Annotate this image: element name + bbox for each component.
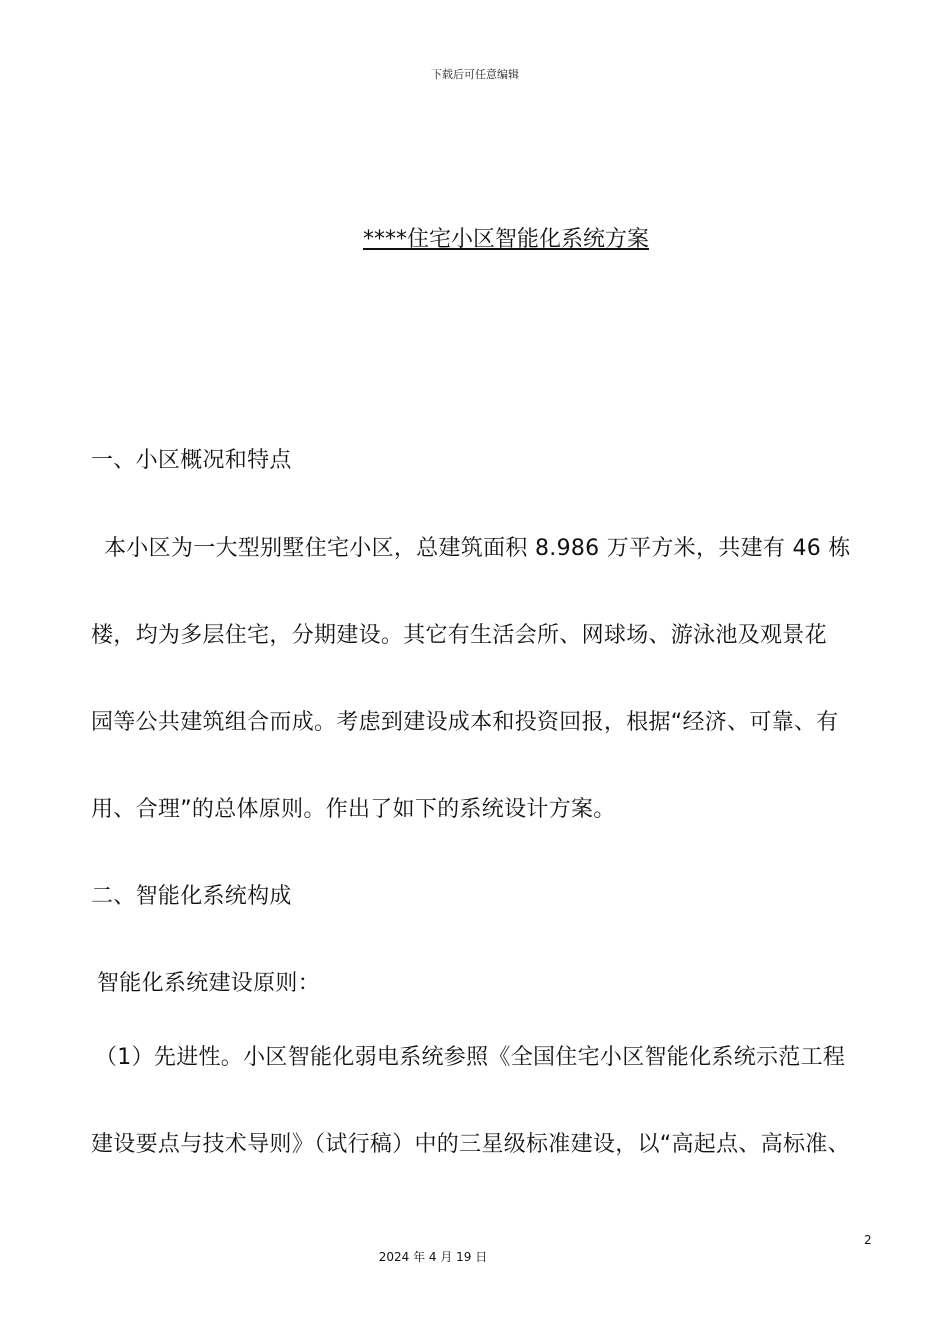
page-number: 2: [864, 1233, 872, 1247]
document-title: ****住宅小区智能化系统方案: [362, 227, 649, 252]
section-heading-overview: 一、小区概况和特点: [91, 448, 292, 473]
paragraph-line: （1）先进性。小区智能化弱电系统参照《全国住宅小区智能化系统示范工程: [95, 1045, 846, 1070]
section-heading-system: 二、智能化系统构成: [91, 884, 292, 909]
paragraph-line: 园等公共建筑组合而成。考虑到建设成本和投资回报，根据“经济、可靠、有: [91, 710, 839, 735]
page-header-note: 下载后可任意编辑: [431, 68, 519, 81]
paragraph-line: 楼，均为多层住宅，分期建设。其它有生活会所、网球场、游泳池及观景花: [91, 623, 827, 648]
paragraph-line: 建设要点与技术导则》（试行稿）中的三星级标准建设，以“高起点、高标准、: [91, 1132, 850, 1157]
paragraph-line: 用、合理”的总体原则。作出了如下的系统设计方案。: [91, 797, 616, 822]
footer-date: 2024 年 4 月 19 日: [378, 1250, 488, 1264]
paragraph-line: 本小区为一大型别墅住宅小区，总建筑面积 8.986 万平方米，共建有 46 栋: [104, 536, 851, 561]
paragraph-line: 智能化系统建设原则：: [97, 971, 321, 996]
